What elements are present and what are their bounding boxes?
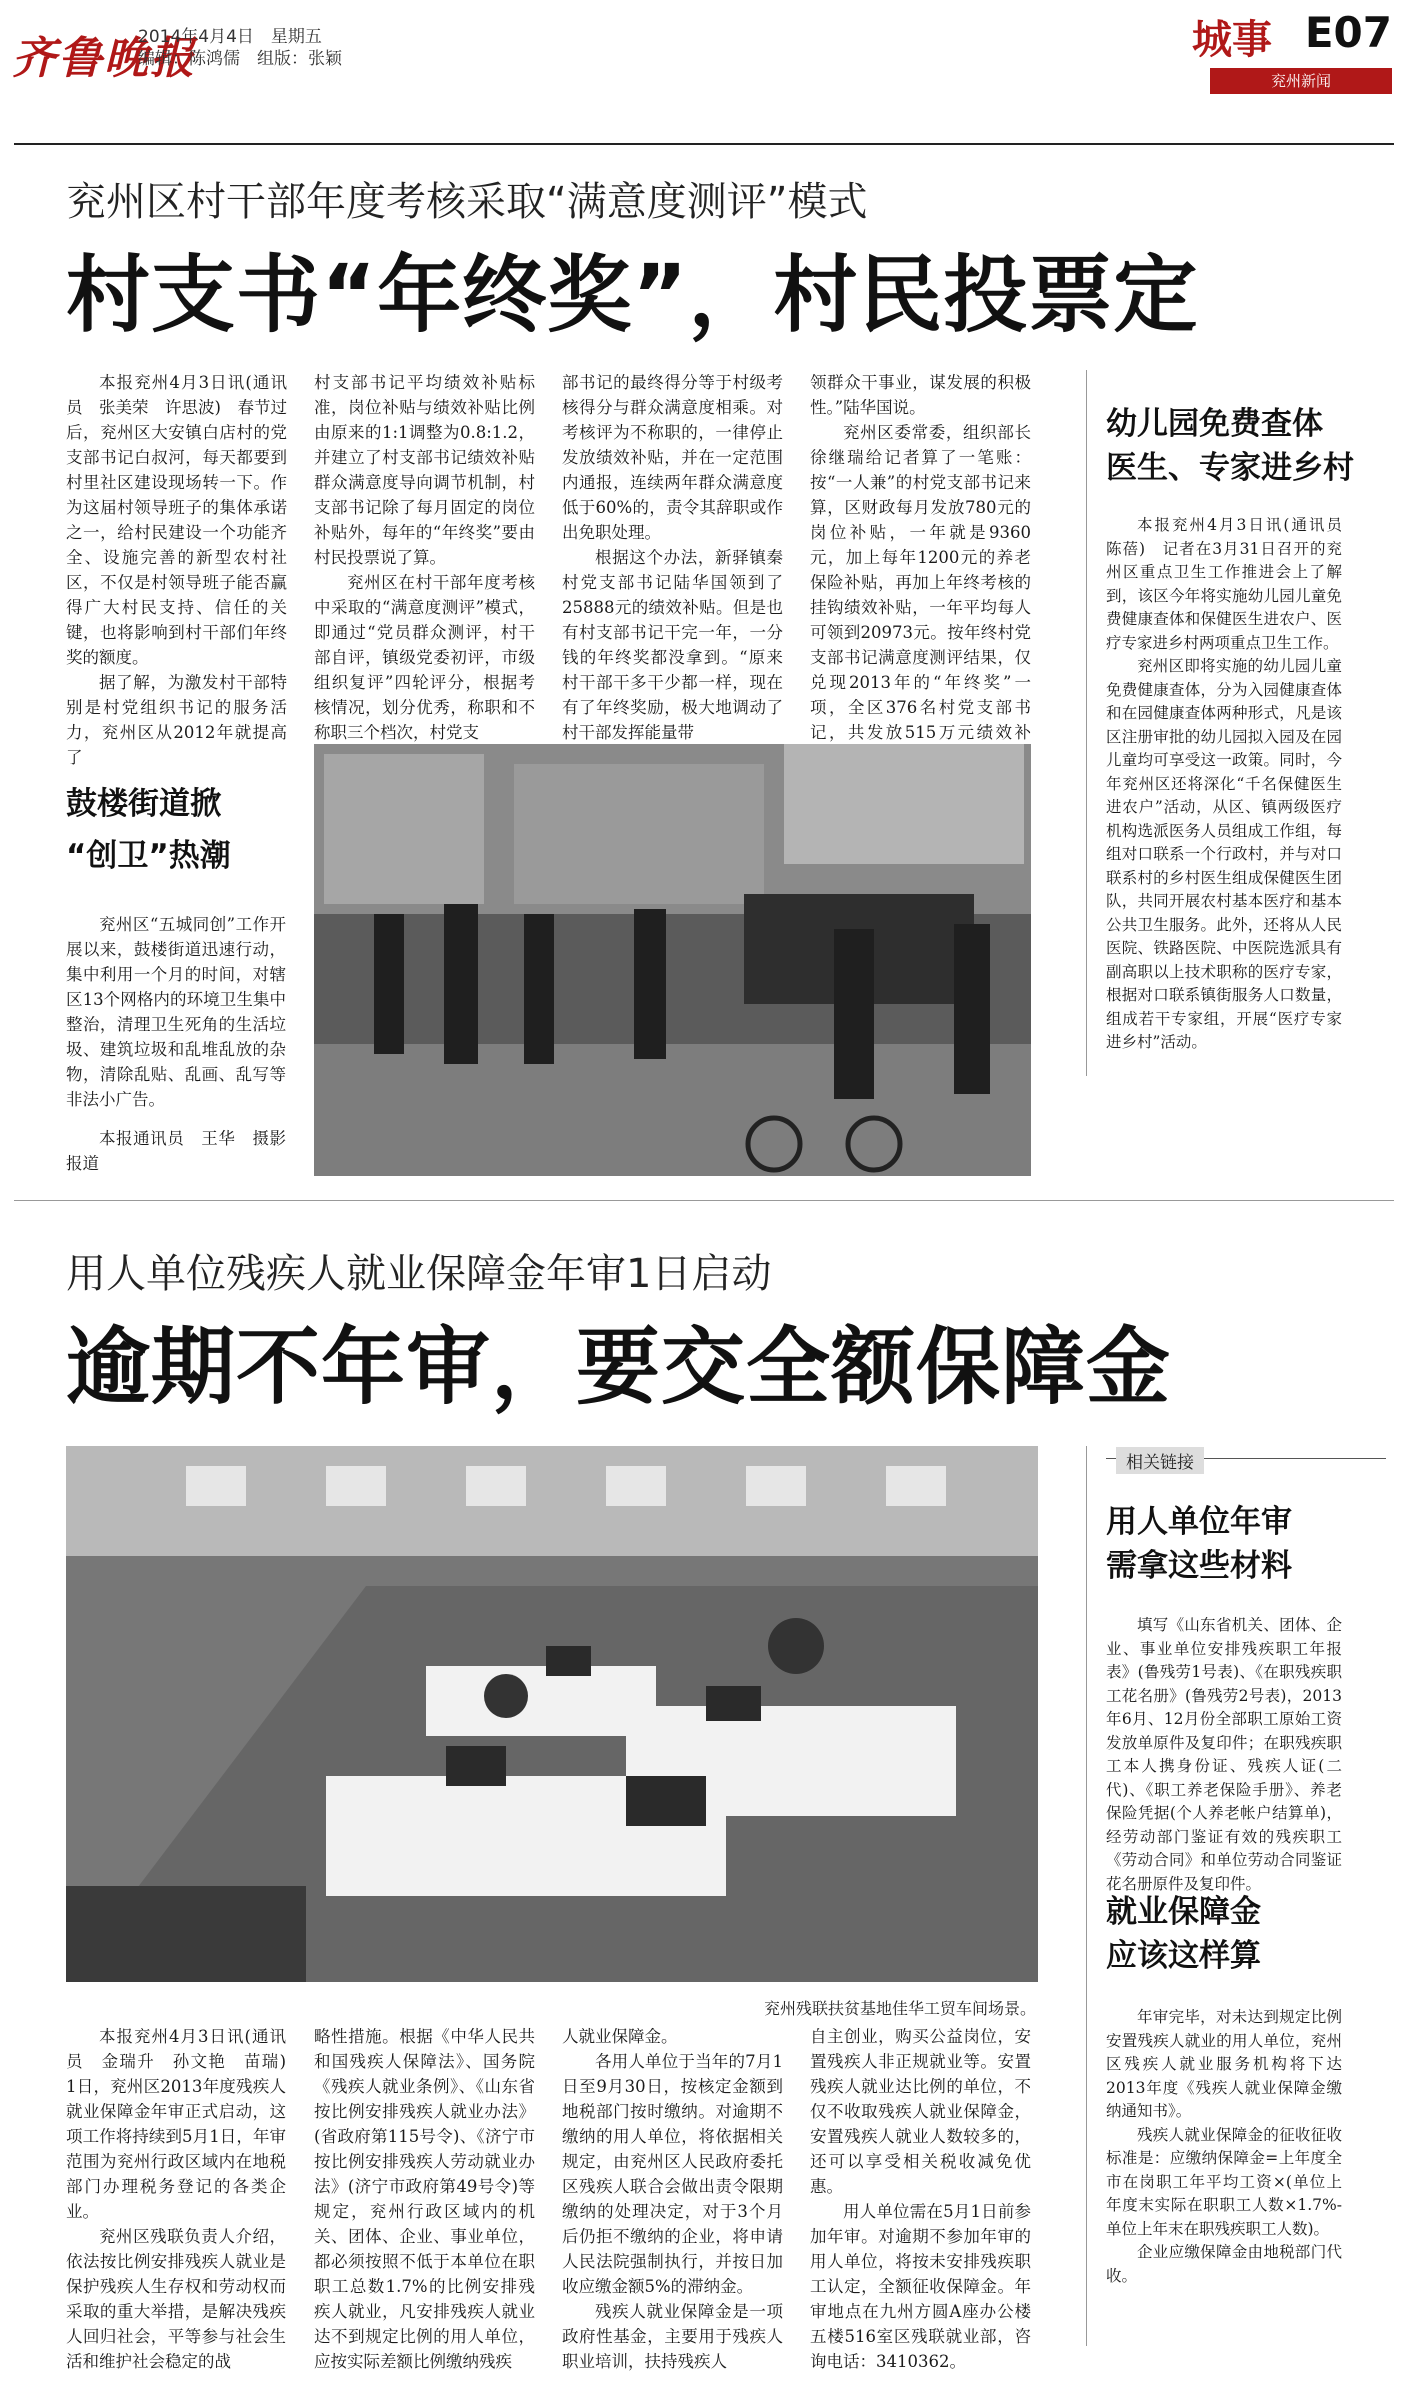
newspaper-logo: 齐鲁晚报 [12,33,196,84]
paragraph: 村支部书记平均绩效补贴标准，岗位补贴与绩效补贴比例由原来的1:1调整为0.8:1.2，并建立了村支部书记绩效补贴群众满意度导向调节机制，村支部书记除了每月固定的岗位补贴外，每年的“年终奖”要由村民投票说了算。 [314,373,535,567]
headline-line: 医生、专家进乡村 [1106,450,1354,486]
sidebar-divider [1086,370,1087,1076]
paragraph: 兖州区在村干部年度考核中采取的“满意度测评”模式，即通过“党员群众测评，村干部自评，镇级党委初评，市级组织复评”四轮评分，根据考核情况，划分优秀，称职和不称职三个档次，村党支 [314,573,535,742]
story2-column-3 [562,2024,783,2374]
masthead-divider [14,143,1394,145]
gulou-headline [66,782,286,878]
related-links-tag: 相关链接 [1116,1447,1204,1474]
headline-line: 需拿这些材料 [1106,1548,1292,1584]
kindergarten-body [1106,514,1358,1055]
workshop-photo-caption: 兖州残联扶贫基地佳华工贸车间场景。 [763,1999,1036,2018]
paragraph: 本报兖州4月3日讯(通讯员 金瑞升 孙文艳 苗瑞) 1日，兖州区2013年度残疾人就业保障金年审正式启动，这项工作将持续到5月1日，年审范围为兖州行政区域内在地税部门办理税务登记的各类企业。 [66,2027,303,2221]
materials-headline [1106,1500,1396,1588]
paragraph: 本报兖州4月3日讯(通讯员 张美荣 许思波) 春节过后，兖州区大安镇白店村的党支部书记白叔河，每天都要到村里社区建设现场转一下。作为这届村领导班子的集体承诺之一，给村民建设一个功能齐全、设施完善的新型农村社区，不仅是村领导班子能否赢得广大村民支持、信任的关键，也将影响到村干部们年终奖的额度。 [66,373,287,667]
headline-line: 就业保障金 [1106,1894,1261,1930]
sidebar-divider [1086,1446,1087,2346]
headline-line: 鼓楼街道掀 [66,786,221,822]
paragraph: 各用人单位于当年的7月1日至9月30日，按核定金额到地税部门按时缴纳。对逾期不缴纳的用人单位，将依据相关规定，由兖州区人民政府委托区残疾人联合会做出责令限期缴纳的处理决定，对于3个月后仍拒不缴纳的企业，将申请人民法院强制执行，并按日加收应缴金额5%的滞纳金。 [562,2052,783,2296]
headline-line: 幼儿园免费查体 [1106,406,1323,442]
headline-line: 应该这样算 [1106,1938,1261,1974]
story1-kicker: 兖州区村干部年度考核采取“满意度测评”模式 [66,179,868,225]
materials-body [1106,1614,1342,1896]
calculation-headline [1106,1890,1396,1978]
section-subtitle: 兖州新闻 [1210,68,1392,94]
story1-column-4 [810,370,1031,770]
story2-column-1 [66,2024,303,2374]
headline-line: “创卫”热潮 [66,838,231,874]
story1-column-2 [314,370,535,745]
gulou-body [66,912,286,1176]
paragraph: 自主创业，购买公益岗位，安置残疾人非正规就业等。安置残疾人就业达比例的单位，不仅不收取残疾人就业保障金，安置残疾人就业人数较多的，还可以享受相关税收减免优惠。 [810,2027,1031,2196]
paragraph: 年审完毕，对未达到规定比例安置残疾人就业的用人单位，兖州区残疾人就业服务机构将下达2013年度《残疾人就业保障金缴纳通知书》。 [1106,2008,1342,2120]
editor-line: 编辑：陈鸿儒 组版：张颖 [138,49,342,69]
photo-credit: 本报通讯员 王华 摄影报道 [66,1129,286,1173]
paragraph: 领群众干事业，谋发展的积极性。”陆华国说。 [810,373,1031,417]
paragraph: 兖州区即将实施的幼儿园儿童免费健康查体，分为入园健康查体和在园健康查体两种形式，凡是该区注册审批的幼儿园拟入园及在园儿童均可享受这一政策。同时，今年兖州区还将深化“千名保健医生进农户”活动，从区、镇两级医疗机构选派医务人员组成工作组，每组对口联系一个行政村，并与对口联系村的乡村医生组成保健医生团队，共同开展农村基本医疗和基本公共卫生服务。此外，还将从人民医院、铁路医院、中医院选派具有副高职以上技术职称的医疗专家，根据对口联系镇街服务人口数量，组成若干专家组，开展“医疗专家进乡村”活动。 [1106,657,1342,1051]
paragraph: 残疾人就业保障金是一项政府性基金，主要用于残疾人职业培训，扶持残疾人 [562,2302,783,2371]
story2-column-2 [314,2024,535,2374]
paragraph: 兖州区残联负责人介绍，依法按比例安排残疾人就业是保护残疾人生存权和劳动权而采取的重大举措，是解决残疾人回归社会，平等参与社会生活和维护社会稳定的战 [66,2227,286,2371]
story1-column-3 [562,370,783,745]
section-header [1192,8,1392,100]
story1-column-1 [66,370,287,770]
paragraph: 企业应缴保障金由地税部门代收。 [1106,2243,1342,2285]
kindergarten-headline [1106,402,1396,490]
paragraph: 略性措施。根据《中华人民共和国残疾人保障法》、国务院《残疾人就业条例》、《山东省按比例安排残疾人就业办法》(省政府第115号令)、《济宁市按比例安排残疾人劳动就业办法》(济宁市政府第49号令)等规定，兖州行政区域内的机关、团体、企业、事业单位，都必须按照不低于本单位在职职工总数1.7%的比例安排残疾人就业，凡安排残疾人就业达不到规定比例的用人单位，应按实际差额比例缴纳残疾 [314,2027,535,2371]
paragraph: 兖州区委常委，组织部长徐继瑞给记者算了一笔账：按“一人兼”的村党支部书记来算，区财政每月发放780元的岗位补贴，一年就是9360元，加上每年1200元的养老保险补贴，再加上年终考核的挂钩绩效补贴，一年平均每人可领到20973元。按年终村党支部书记满意度测评结果，仅兑现2013年的“年终奖”一项，全区376名村党支部书记，共发放515万元绩效补 [810,423,1031,742]
street-cleanup-photo [314,744,1031,1176]
headline-line: 用人单位年审 [1106,1504,1292,1540]
paragraph: 本报兖州4月3日讯(通讯员 陈蓓) 记者在3月31日召开的兖州区重点卫生工作推进会上了解到，该区今年将实施幼儿园儿童免费健康查体和保健医生进农户、医疗专家进乡村两项重点卫生工作。 [1106,516,1358,652]
date-line: 2014年4月4日 星期五 [138,27,322,47]
paragraph: 人就业保障金。 [562,2027,678,2046]
calculation-body [1106,2006,1342,2288]
section-divider [14,1200,1394,1201]
paragraph: 填写《山东省机关、团体、企业、事业单位安排残疾职工年报表》(鲁残劳1号表)、《在职残疾职工花名册》(鲁残劳2号表)，2013年6月、12月份全部职工原始工资发放单原件及复印件；在职残疾职工本人携身份证、残疾人证(二代)、《职工养老保险手册》、养老保险凭据(个人养老帐户结算单)，经劳动部门鉴证有效的残疾职工《劳动合同》和单位劳动合同鉴证花名册原件及复印件。 [1106,1616,1342,1893]
paragraph: 据了解，为激发村干部特别是村党组织书记的服务活力，兖州区从2012年就提高了 [66,673,287,767]
paragraph: 部书记的最终得分等于村级考核得分与群众满意度相乘。对考核评为不称职的，一律停止发放绩效补贴，并在一定范围内通报，连续两年群众满意度低于60%的，责令其辞职或作出免职处理。 [562,373,783,542]
paragraph: 根据这个办法，新驿镇秦村党支部书记陆华国领到了25888元的绩效补贴。但是也有村支部书记干完一年，一分钱的年终奖都没拿到。“原来村干部干多干少都一样，现在有了年终奖励，极大地调动了村干部发挥能量带 [562,548,783,742]
masthead [0,0,1409,120]
section-title: 城事 [1192,17,1272,63]
paragraph: 兖州区“五城同创”工作开展以来，鼓楼街道迅速行动，集中利用一个月的时间，对辖区13个网格内的环境卫生集中整治，清理卫生死角的生活垃圾、建筑垃圾和乱堆乱放的杂物，清除乱贴、乱画、乱写等非法小广告。 [66,915,286,1109]
page-number: E07 [1304,8,1392,57]
story2-kicker: 用人单位残疾人就业保障金年审1日启动 [66,1251,772,1297]
paragraph: 用人单位需在5月1日前参加年审。对逾期不参加年审的用人单位，将按未安排残疾职工认定，全额征收保障金。年审地点在九州方圆A座办公楼五楼516室区残联就业部，咨询电话：3410362。 [810,2202,1031,2371]
story2-column-4 [810,2024,1031,2374]
paragraph: 残疾人就业保障金的征收征收标准是：应缴纳保障金=上年度全市在岗职工年平均工资×(单位上年度末实际在职职工人数×1.7%-单位上年末在职残疾职工人数)。 [1106,2125,1342,2238]
story1-headline: 村支书“年终奖”，村民投票定 [66,246,1199,344]
story2-headline: 逾期不年审，要交全额保障金 [66,1318,1172,1416]
workshop-photo [66,1446,1038,1982]
